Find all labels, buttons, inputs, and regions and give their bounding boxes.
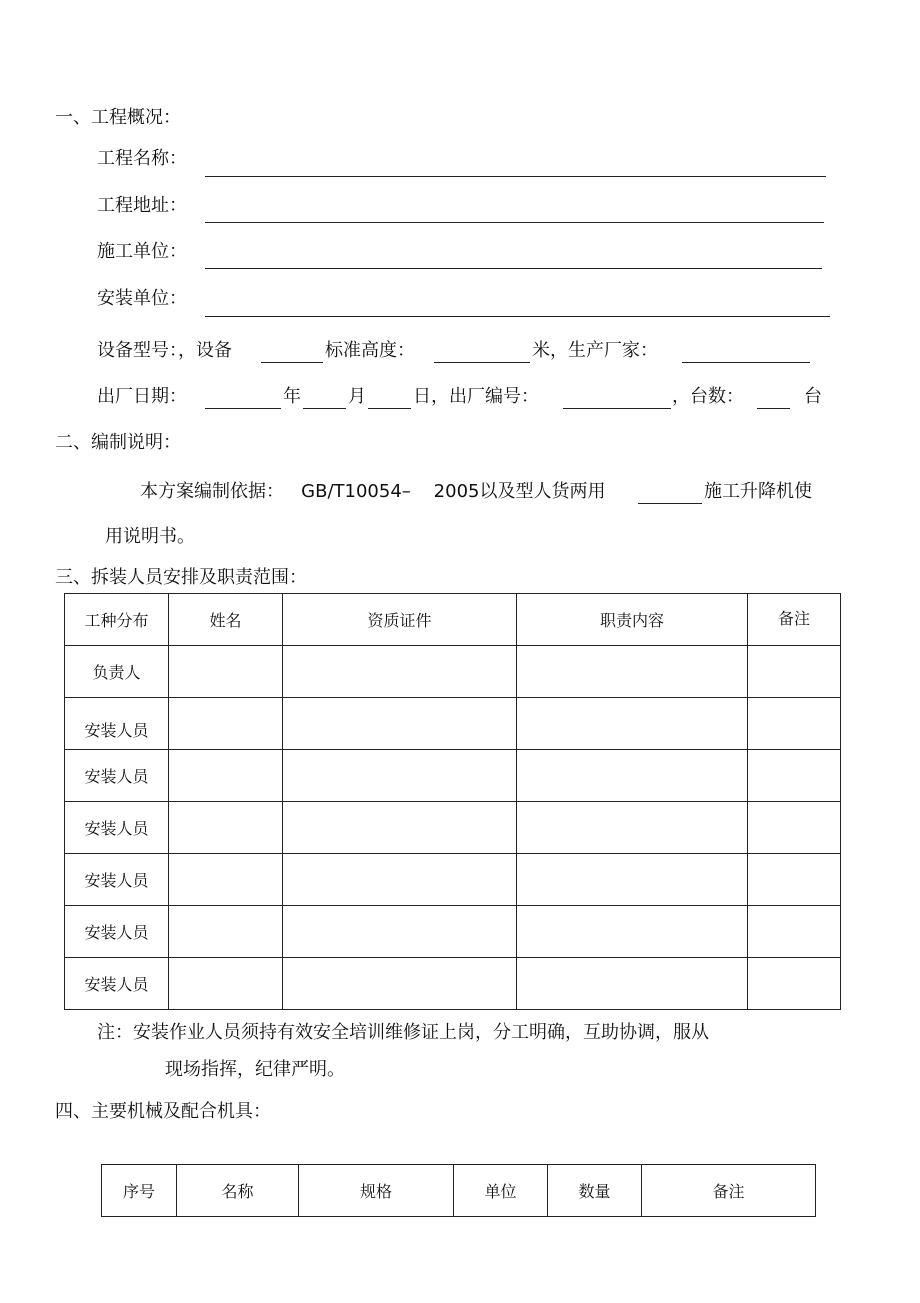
qualification-cell[interactable]: [283, 906, 517, 958]
basis-line1-end: 施工升降机使: [704, 481, 812, 502]
name-cell[interactable]: [169, 646, 283, 698]
duties-cell[interactable]: [517, 646, 748, 698]
table-header-row: [65, 594, 841, 646]
count-label: ，台数：: [672, 386, 744, 407]
section1-heading: 一、工程概况：: [55, 107, 181, 128]
serial-field[interactable]: [563, 408, 671, 409]
project-name-label: 工程名称：: [97, 148, 187, 169]
name-cell[interactable]: [169, 906, 283, 958]
remarks-cell[interactable]: [748, 854, 841, 906]
project-address-label: 工程地址：: [97, 195, 187, 216]
header-spec: 规格: [299, 1165, 454, 1217]
equip-model-label: 设备型号：，设备: [97, 340, 232, 361]
table-row: [65, 646, 841, 698]
name-cell[interactable]: [169, 802, 283, 854]
construction-unit-field[interactable]: [205, 268, 822, 269]
basis-line1: 本方案编制依据： GB/T10054– 2005以及型人货两用: [140, 481, 606, 502]
duties-cell[interactable]: [517, 698, 748, 750]
unit-label: 台: [804, 386, 822, 407]
row-role: 安装人员: [65, 750, 169, 802]
header-qualification: 资质证件: [283, 594, 517, 646]
name-cell[interactable]: [169, 958, 283, 1010]
month-field[interactable]: [303, 408, 346, 409]
section2-heading: 二、编制说明：: [55, 432, 181, 453]
qualification-cell[interactable]: [283, 698, 517, 750]
duties-cell[interactable]: [517, 854, 748, 906]
section3-heading: 三、拆装人员安排及职责范围：: [55, 567, 307, 588]
day-field[interactable]: [368, 408, 411, 409]
project-name-field[interactable]: [205, 176, 826, 177]
table-row: [65, 958, 841, 1010]
standard-height-label: 标准高度：: [325, 340, 415, 361]
remarks-cell[interactable]: [748, 958, 841, 1010]
header-name: 姓名: [169, 594, 283, 646]
remarks-cell[interactable]: [748, 698, 841, 750]
remarks-cell[interactable]: [748, 646, 841, 698]
year-field[interactable]: [205, 408, 281, 409]
duties-cell[interactable]: [517, 802, 748, 854]
row-role: 安装人员: [65, 698, 169, 750]
equipment-table: [101, 1164, 816, 1217]
qualification-cell[interactable]: [283, 646, 517, 698]
name-cell[interactable]: [169, 854, 283, 906]
row-role: 安装人员: [65, 958, 169, 1010]
personnel-table: [64, 593, 841, 1010]
header-remarks: 备注: [642, 1165, 816, 1217]
qualification-cell[interactable]: [283, 854, 517, 906]
row-role: 安装人员: [65, 802, 169, 854]
name-cell[interactable]: [169, 750, 283, 802]
remarks-cell[interactable]: [748, 750, 841, 802]
row-role: 安装人员: [65, 854, 169, 906]
note-line1: 注：安装作业人员须持有效安全培训维修证上岗，分工明确，互助协调，服从: [97, 1022, 709, 1043]
header-name: 名称: [177, 1165, 299, 1217]
standard-height-field[interactable]: [434, 362, 530, 363]
project-address-field[interactable]: [205, 222, 824, 223]
header-job-type: 工种分布: [65, 594, 169, 646]
install-unit-label: 安装单位：: [97, 288, 187, 309]
meter-manufacturer-label: 米，生产厂家：: [532, 340, 658, 361]
basis-line2: 用说明书。: [105, 526, 195, 547]
row-role: 安装人员: [65, 906, 169, 958]
header-duties: 职责内容: [517, 594, 748, 646]
remarks-cell[interactable]: [748, 906, 841, 958]
count-field[interactable]: [757, 408, 790, 409]
model-field[interactable]: [638, 503, 702, 504]
qualification-cell[interactable]: [283, 802, 517, 854]
table-row: [65, 698, 841, 750]
note-line2: 现场指挥，纪律严明。: [165, 1059, 345, 1080]
header-unit: 单位: [454, 1165, 548, 1217]
duties-cell[interactable]: [517, 906, 748, 958]
name-cell[interactable]: [169, 698, 283, 750]
duties-cell[interactable]: [517, 750, 748, 802]
equip-field[interactable]: [261, 362, 323, 363]
table-row: [65, 802, 841, 854]
header-quantity: 数量: [548, 1165, 642, 1217]
table-row: [65, 750, 841, 802]
qualification-cell[interactable]: [283, 958, 517, 1010]
month-label: 月: [348, 386, 366, 407]
duties-cell[interactable]: [517, 958, 748, 1010]
header-seq: 序号: [102, 1165, 177, 1217]
install-unit-field[interactable]: [205, 316, 830, 317]
header-remarks: 备注: [748, 594, 841, 646]
factory-date-label: 出厂日期：: [97, 386, 187, 407]
row-role: 负责人: [65, 646, 169, 698]
year-label: 年: [283, 386, 301, 407]
table-row: [65, 906, 841, 958]
table-header-row: [102, 1165, 816, 1217]
section4-heading: 四、主要机械及配合机具：: [55, 1101, 271, 1122]
manufacturer-field[interactable]: [682, 362, 810, 363]
table-row: [65, 854, 841, 906]
day-serial-label: 日，出厂编号：: [413, 386, 539, 407]
qualification-cell[interactable]: [283, 750, 517, 802]
construction-unit-label: 施工单位：: [97, 241, 187, 262]
remarks-cell[interactable]: [748, 802, 841, 854]
